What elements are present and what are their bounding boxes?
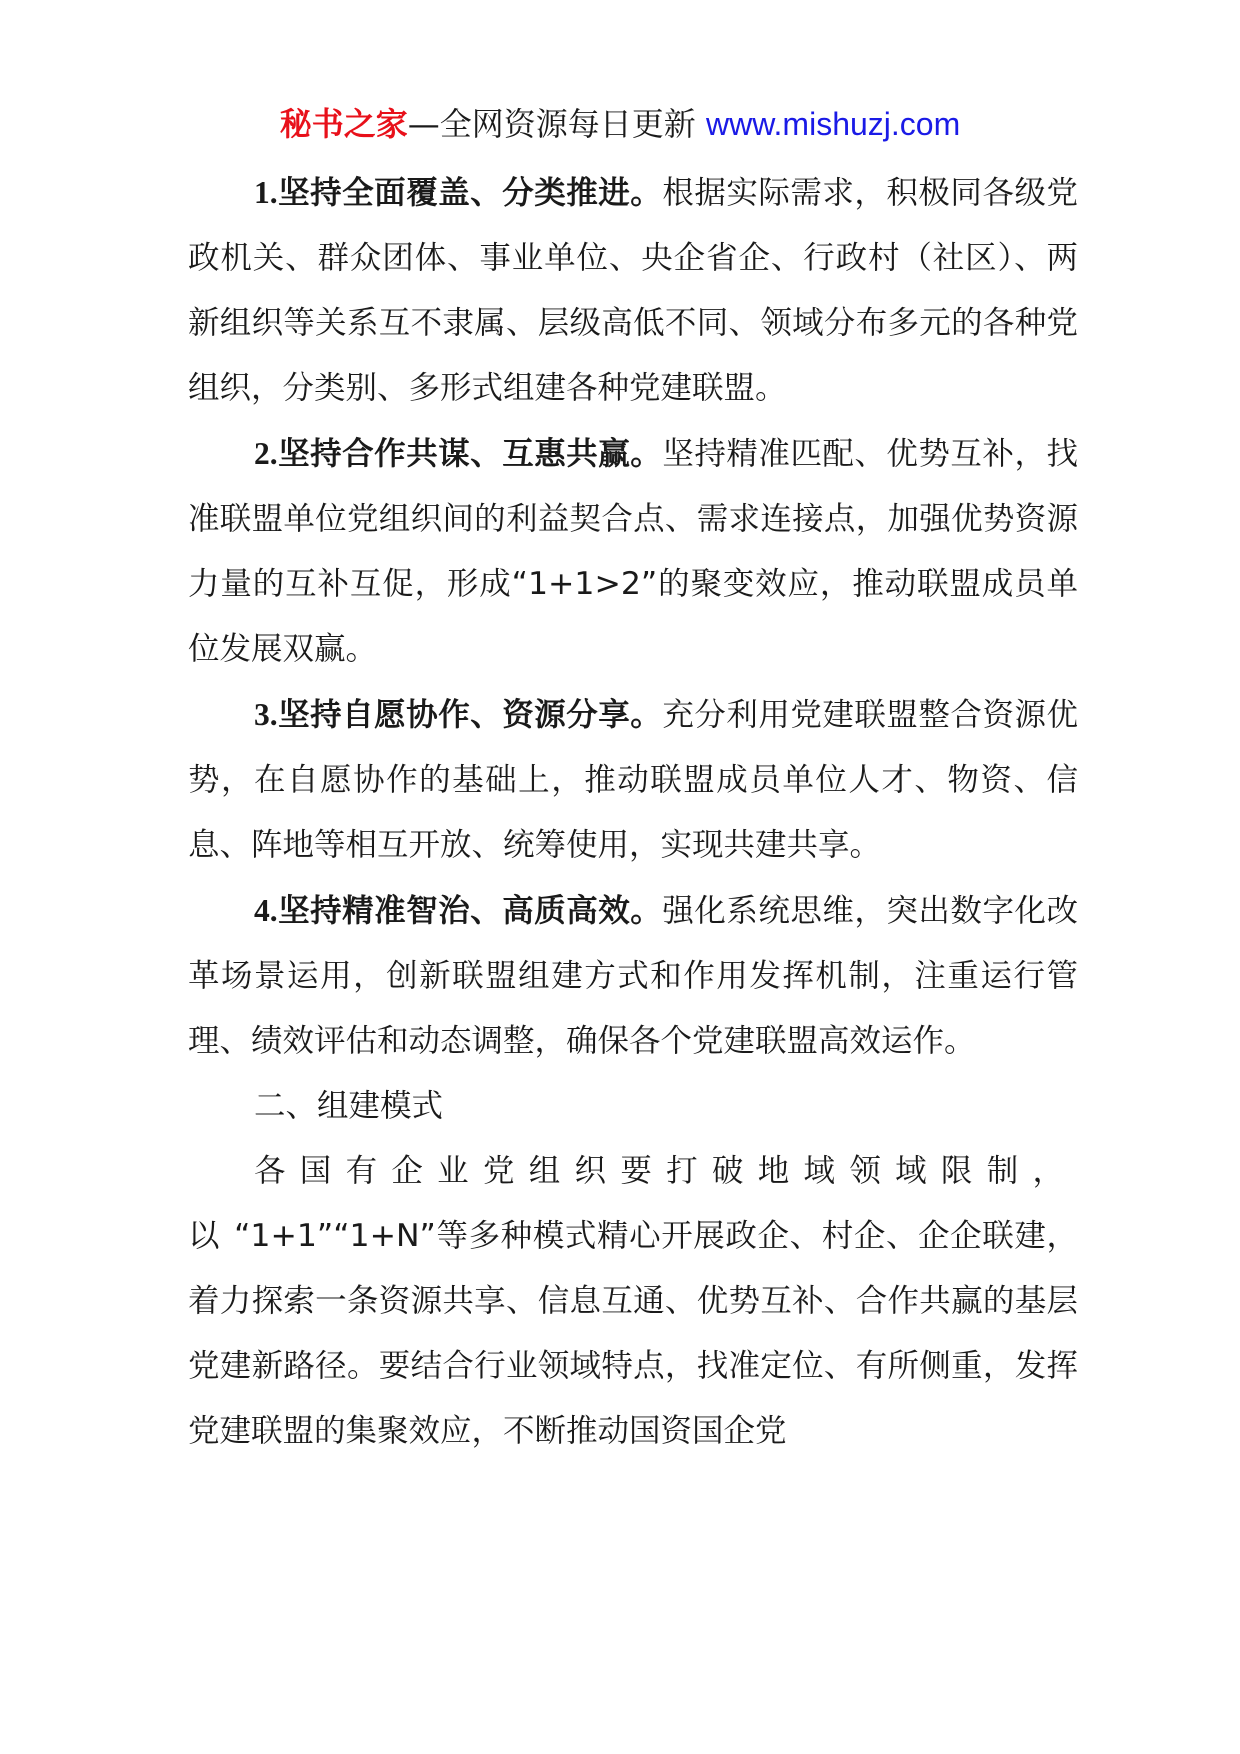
principle-number: 4.: [254, 893, 278, 928]
principle-paragraph-1: [188, 160, 1078, 421]
site-brand: 秘书之家: [279, 105, 408, 143]
section-paragraph-first-line: 各国有企业党组织要打破地域领域限制，以: [188, 1153, 1078, 1254]
principle-text: 强化系统思维，突出数字化改革场景运用，创新联盟组建方式和作用发挥机制，注重运行管理、绩效评估和动态调整，确保各个党建联盟高效运作。: [188, 893, 1078, 1059]
principle-paragraph-2: [188, 421, 1078, 682]
principle-text: 坚持精准匹配、优势互补，找准联盟单位党组织间的利益契合点、需求连接点，加强优势资源力量的互补互促，形成“1+1>2”的聚变效应，推动联盟成员单位发展双赢。: [188, 436, 1078, 667]
principle-paragraph-3: [188, 682, 1078, 878]
document-body: [188, 160, 1078, 1464]
site-tagline: —全网资源每日更新: [407, 105, 696, 143]
principle-number: 2.: [254, 436, 278, 471]
section-paragraph: [188, 1139, 1078, 1464]
principle-lead: 坚持全面覆盖、分类推进。: [277, 175, 663, 211]
section-heading: 二、组建模式: [254, 1088, 444, 1124]
principle-number: 1.: [254, 175, 278, 210]
site-header: [0, 100, 1240, 148]
principle-text: 充分利用党建联盟整合资源优势，在自愿协作的基础上，推动联盟成员单位人才、物资、信息、阵地等相互开放、统筹使用，实现共建共享。: [188, 697, 1078, 863]
principle-lead: 坚持精准智治、高质高效。: [277, 893, 663, 929]
principle-number: 3.: [254, 697, 278, 732]
principle-paragraph-4: [188, 878, 1078, 1074]
principle-lead: 坚持自愿协作、资源分享。: [277, 697, 663, 733]
principle-lead: 坚持合作共谋、互惠共赢。: [277, 436, 663, 472]
principle-text: 根据实际需求，积极同各级党政机关、群众团体、事业单位、央企省企、行政村（社区）、两新组织等关系互不隶属、层级高低不同、领域分布多元的各种党组织，分类别、多形式组建各种党建联盟。: [188, 175, 1078, 406]
site-url-link[interactable]: www.mishuzj.com: [705, 106, 961, 142]
section-paragraph-text: “1+1”“1+N”等多种模式精心开展政企、村企、企企联建，着力探索一条资源共享、信息互通、优势互补、合作共赢的基层党建新路径。要结合行业领域特点，找准定位、有所侧重，发挥党建联盟的集聚效应，不断推动国资国企党: [188, 1218, 1078, 1449]
